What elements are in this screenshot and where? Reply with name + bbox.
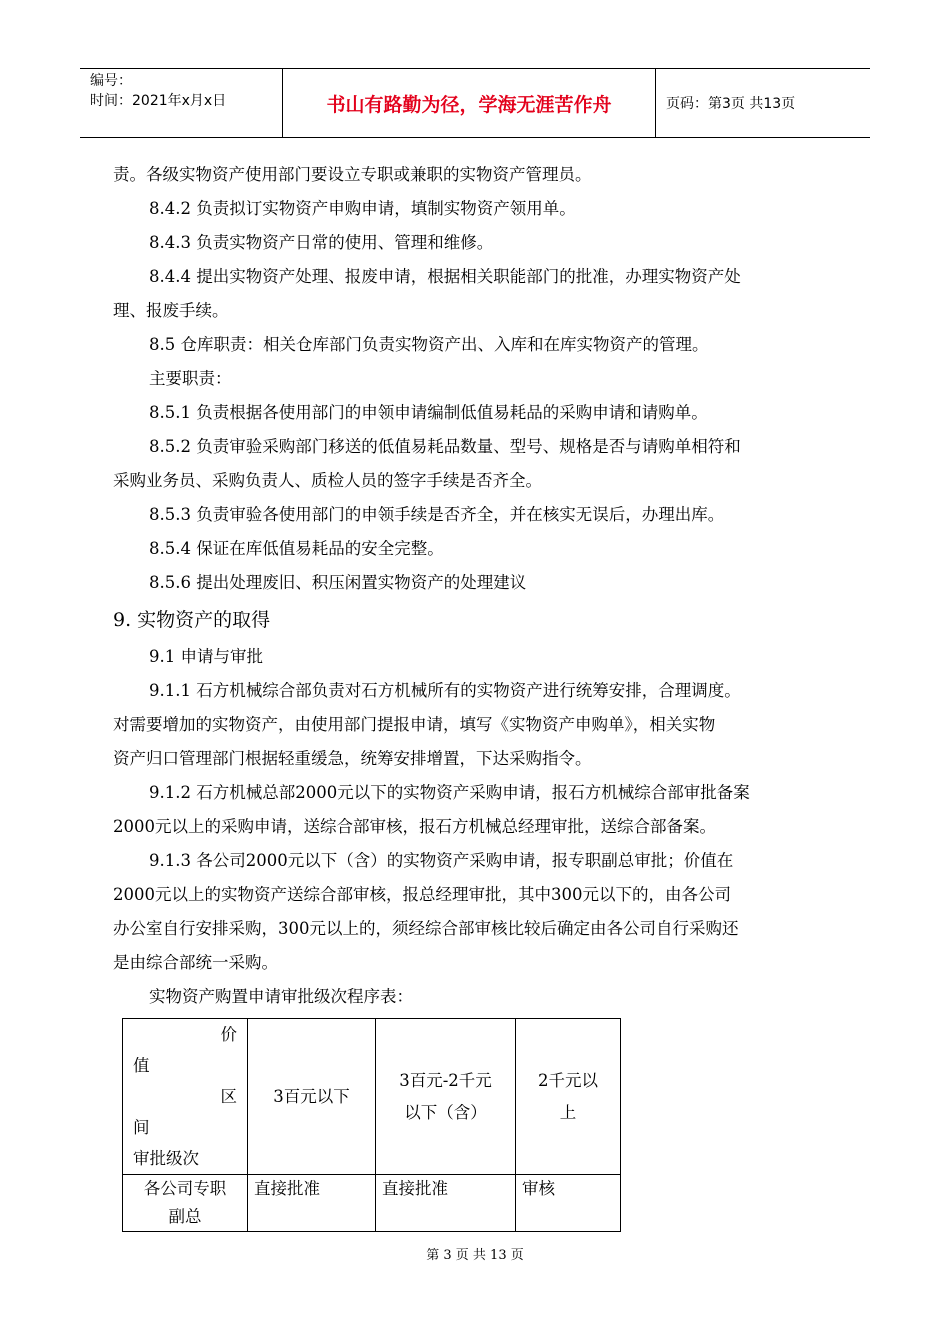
paragraph: 8.5 仓库职责：相关仓库部门负责实物资产出、入库和在库实物资产的管理。 bbox=[149, 335, 709, 354]
table-caption: 实物资产购置申请审批级次程序表： bbox=[149, 987, 413, 1006]
page-header bbox=[80, 68, 870, 138]
paragraph: 8.5.4 保证在库低值易耗品的安全完整。 bbox=[149, 539, 444, 558]
document-body bbox=[113, 158, 837, 1014]
header-meta-cell bbox=[80, 69, 283, 137]
paragraph: 8.5.6 提出处理废旧、积压闲置实物资产的处理建议 bbox=[149, 573, 527, 592]
paragraph: 采购业务员、采购负责人、质检人员的签字手续是否齐全。 bbox=[113, 471, 542, 490]
paragraph: 资产归口管理部门根据轻重缓急，统筹安排增置，下达采购指令。 bbox=[113, 749, 592, 768]
paragraph: 8.4.4 提出实物资产处理、报废申请，根据相关职能部门的批准，办理实物资产处 bbox=[149, 267, 741, 286]
paragraph: 理、报废手续。 bbox=[113, 301, 229, 320]
paragraph: 责。各级实物资产使用部门要设立专职或兼职的实物资产管理员。 bbox=[113, 165, 592, 184]
table-header-cell: 2千元以 上 bbox=[516, 1019, 621, 1175]
paragraph: 9.1.1 石方机械综合部负责对石方机械所有的实物资产进行统筹安排，合理调度。 bbox=[149, 681, 741, 700]
paragraph: 8.5.3 负责审验各使用部门的申领手续是否齐全，并在核实无误后，办理出库。 bbox=[149, 505, 725, 524]
table-header-row bbox=[123, 1019, 621, 1175]
paragraph: 2000元以上的采购申请，送综合部审核，报石方机械总经理审批，送综合部备案。 bbox=[113, 817, 716, 836]
paragraph: 8.4.2 负责拟订实物资产申购申请，填制实物资产领用单。 bbox=[149, 199, 576, 218]
table-cell: 审核 bbox=[516, 1175, 621, 1232]
table-row-label: 各公司专职 副总 bbox=[123, 1175, 248, 1232]
page-footer: 第 3 页 共 13 页 bbox=[426, 1248, 524, 1263]
paragraph: 办公室自行安排采购，300元以上的，须经综合部审核比较后确定由各公司自行采购还 bbox=[113, 919, 739, 938]
paragraph: 8.4.3 负责实物资产日常的使用、管理和维修。 bbox=[149, 233, 494, 252]
paragraph: 8.5.1 负责根据各使用部门的申领申请编制低值易耗品的采购申请和请购单。 bbox=[149, 403, 708, 422]
table-row bbox=[123, 1175, 621, 1232]
paragraph: 9.1.3 各公司2000元以下（含）的实物资产采购申请，报专职副总审批；价值在 bbox=[149, 851, 734, 870]
header-motto: 书山有路勤为径，学海无涯苦作舟 bbox=[283, 69, 656, 137]
paragraph: 2000元以上的实物资产送综合部审核，报总经理审批，其中300元以下的，由各公司 bbox=[113, 885, 731, 904]
approval-level-table bbox=[122, 1018, 621, 1232]
paragraph: 是由综合部统一采购。 bbox=[113, 953, 278, 972]
paragraph: 9.1.2 石方机械总部2000元以下的实物资产采购申请，报石方机械综合部审批备案 bbox=[149, 783, 750, 802]
subsection-heading: 9.1 申请与审批 bbox=[149, 647, 263, 666]
document-date-label: 时间：2021年x月x日 bbox=[90, 93, 227, 109]
table-header-cell: 3百元以下 bbox=[248, 1019, 376, 1175]
table-header-cell: 3百元-2千元 以下（含） bbox=[376, 1019, 516, 1175]
table-corner-cell: 价 值 区 间 审批级次 bbox=[123, 1019, 248, 1175]
paragraph: 对需要增加的实物资产，由使用部门提报申请，填写《实物资产申购单》，相关实物 bbox=[113, 715, 716, 734]
document-number-label: 编号： bbox=[90, 73, 132, 89]
header-page-number: 页码：第3页 共13页 bbox=[666, 96, 796, 112]
paragraph: 8.5.2 负责审验采购部门移送的低值易耗品数量、型号、规格是否与请购单相符和 bbox=[149, 437, 741, 456]
paragraph: 主要职责： bbox=[149, 369, 232, 388]
table-cell: 直接批准 bbox=[248, 1175, 376, 1232]
section-heading: 9. 实物资产的取得 bbox=[113, 609, 271, 631]
table-cell: 直接批准 bbox=[376, 1175, 516, 1232]
